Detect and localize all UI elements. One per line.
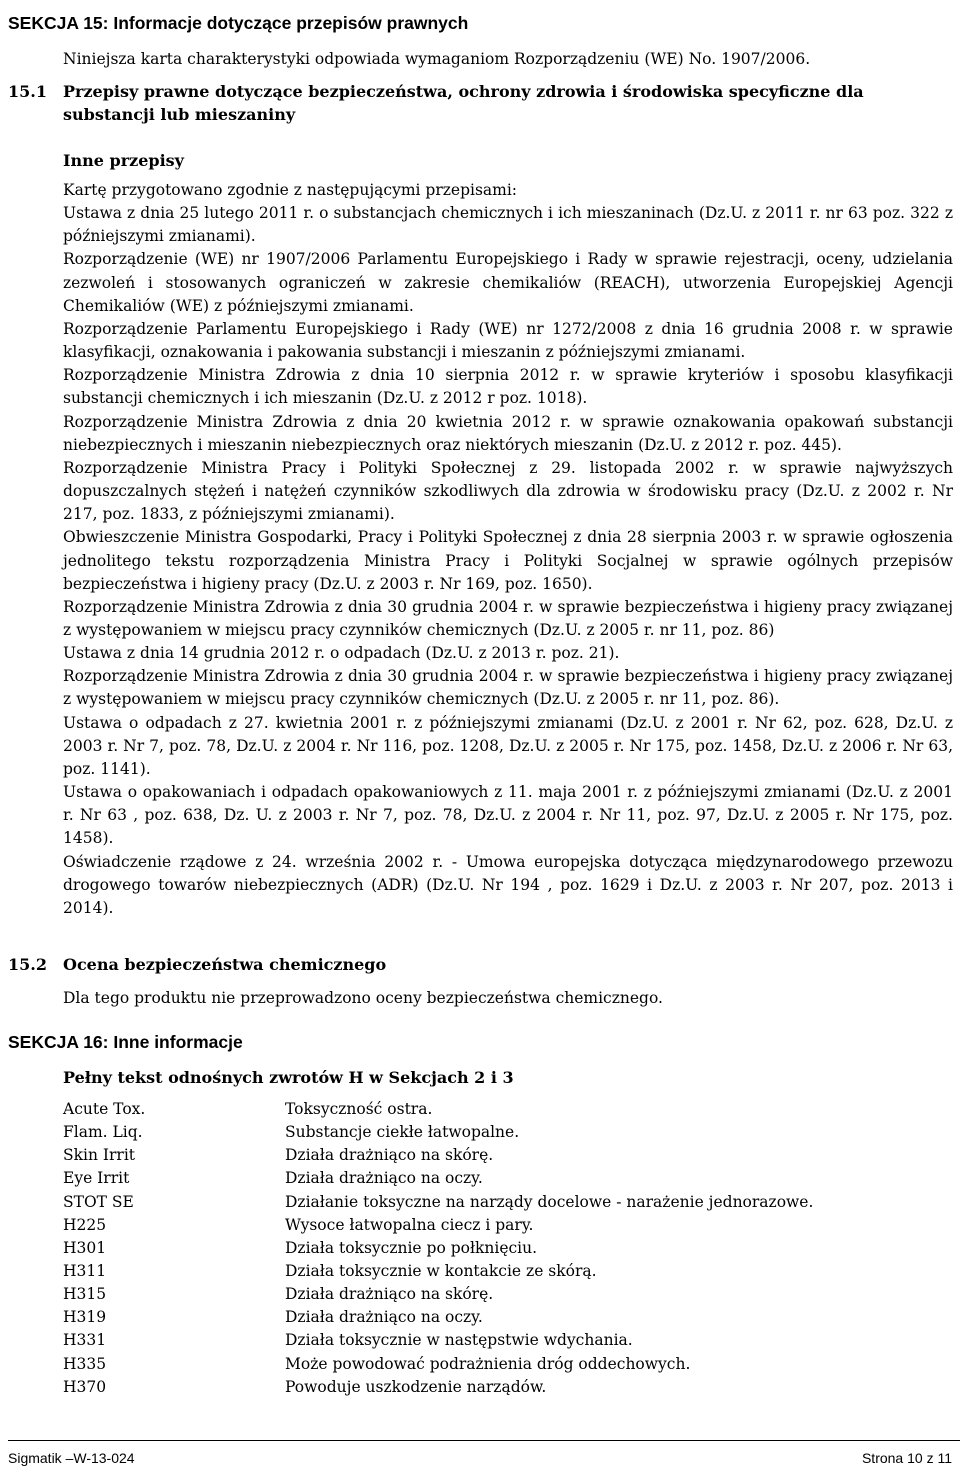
subsection-title: Przepisy prawne dotyczące bezpieczeństwa, ochrony zdrowia i środowiska specyficzne dla substancji lub mieszaniny xyxy=(63,82,864,124)
phrase-description: Działa drażniąco na skórę. xyxy=(285,1285,494,1304)
regulation-paragraph: Ustawa z dnia 25 lutego 2011 r. o substancjach chemicznych i ich mieszaninach (Dz.U. z 2011 r. nr 63 poz. 322 z późniejszymi zmianami). xyxy=(63,204,953,246)
phrase-description: Powoduje uszkodzenie narządów. xyxy=(285,1377,547,1396)
phrase-description: Wysoce łatwopalna ciecz i pary. xyxy=(285,1215,534,1234)
phrase-description: Działa toksycznie w kontakcie ze skórą. xyxy=(285,1261,597,1280)
phrase-code: STOT SE xyxy=(63,1192,134,1211)
regulation-paragraph: Ustawa z dnia 14 grudnia 2012 r. o odpadach (Dz.U. z 2013 r. poz. 21). xyxy=(63,644,620,663)
phrase-description: Działa drażniąco na oczy. xyxy=(285,1308,483,1327)
regulation-paragraph: Rozporządzenie Ministra Zdrowia z dnia 20 kwietnia 2012 r. w sprawie oznakowania opakowań substancji niebezpiecznych i mieszanin niebezpiecznych oraz niektórych mieszanin (Dz.U. z 2012 r. poz. 445). xyxy=(63,412,953,454)
phrase-description: Substancje ciekłe łatwopalne. xyxy=(285,1123,520,1142)
other-regulations-heading: Inne przepisy xyxy=(63,151,184,170)
phrase-code: H370 xyxy=(63,1377,107,1396)
phrase-description: Działa drażniąco na oczy. xyxy=(285,1169,483,1188)
regulation-paragraph: Oświadczenie rządowe z 24. września 2002 r. - Umowa europejska dotycząca międzynarodowego przewozu drogowego towarów niebezpiecznych (ADR) (Dz.U. Nr 194 , poz. 1629 i Dz.U. z 2003 r. Nr 207, poz. 2013 i 2014). xyxy=(63,852,953,917)
phrase-code: H331 xyxy=(63,1331,107,1350)
phrase-description: Toksyczność ostra. xyxy=(285,1100,433,1118)
phrase-code: Skin Irrit xyxy=(63,1146,136,1165)
phrase-code: H311 xyxy=(63,1261,107,1280)
regulation-paragraph: Obwieszczenie Ministra Gospodarki, Pracy i Polityki Społecznej z dnia 28 sierpnia 2003 r. w sprawie ogłoszenia jednolitego tekstu rozporządzenia Ministra Pracy i Polityki Socjalnej w sprawie ogólnych przepisów bezpieczeństwa i higieny pracy (Dz.U. z 2003 r. Nr 169, poz. 1650). xyxy=(63,528,953,593)
subsection-title: Ocena bezpieczeństwa chemicznego xyxy=(63,955,387,974)
subsection-15-2-heading xyxy=(8,953,953,976)
phrase-description: Może powodować podrażnienia dróg oddechowych. xyxy=(285,1354,691,1373)
phrase-description: Działanie toksyczne na narządy docelowe - narażenie jednorazowe. xyxy=(285,1192,814,1211)
phrase-code: H335 xyxy=(63,1354,107,1373)
section-15-title: SEKCJA 15: Informacje dotyczące przepisów prawnych xyxy=(8,13,469,33)
regulation-paragraph: Rozporządzenie Ministra Pracy i Polityki Społecznej z 29. listopada 2002 r. w sprawie najwyższych dopuszczalnych stężeń i natężeń czynników szkodliwych dla zdrowia w środowisku pracy (Dz.U. z 2002 r. Nr 217, poz. 1833, z późniejszymi zmianami). xyxy=(63,458,953,524)
footer-page-number: Strona 10 z 11 xyxy=(861,1450,952,1466)
phrase-code: H225 xyxy=(63,1215,107,1234)
phrase-code: Eye Irrit xyxy=(63,1169,130,1188)
regulation-paragraph: Ustawa o odpadach z 27. kwietnia 2001 r. z późniejszymi zmianami (Dz.U. z 2001 r. Nr 62, poz. 628, Dz.U. z 2003 r. Nr 7, poz. 78, Dz.U. z 2004 r. Nr 116, poz. 1208, Dz.U. z 2005 r. Nr 175, poz. 1458, Dz.U. z 2006 r. Nr 63, poz. 1141). xyxy=(63,713,953,778)
regulation-paragraph: Rozporządzenie Ministra Zdrowia z dnia 30 grudnia 2004 r. w sprawie bezpieczeństwa i higieny pracy związanej z występowaniem w miejscu pracy czynników chemicznych (Dz.U. z 2005 r. nr 11, poz. 86) xyxy=(63,597,953,639)
regulation-paragraph: Rozporządzenie Ministra Zdrowia z dnia 10 sierpnia 2012 r. w sprawie kryteriów i sposobu klasyfikacji substancji chemicznych i ich mieszanin (Dz.U. z 2012 r poz. 1018). xyxy=(63,366,953,408)
regulations-list xyxy=(63,179,953,920)
section-16-title: SEKCJA 16: Inne informacje xyxy=(8,1032,243,1052)
footer-divider xyxy=(8,1440,960,1441)
section-15-intro: Niniejsza karta charakterystyki odpowiada wymaganiom Rozporządzeniu (WE) No. 1907/2006. xyxy=(63,50,811,68)
h-phrases-heading: Pełny tekst odnośnych zwrotów H w Sekcjach 2 i 3 xyxy=(63,1068,514,1087)
phrase-code: Acute Tox. xyxy=(63,1100,146,1118)
phrase-code: H301 xyxy=(63,1238,107,1257)
phrase-code: H319 xyxy=(63,1308,107,1327)
subsection-15-1-heading xyxy=(8,80,953,126)
phrase-description: Działa drażniąco na skórę. xyxy=(285,1146,494,1165)
phrase-description: Działa toksycznie w następstwie wdychania. xyxy=(285,1331,633,1350)
phrase-description: Działa toksycznie po połknięciu. xyxy=(285,1238,538,1257)
phrase-code: H315 xyxy=(63,1285,107,1304)
regulation-paragraph: Rozporządzenie Ministra Zdrowia z dnia 30 grudnia 2004 r. w sprawie bezpieczeństwa i higieny pracy związanej z występowaniem w miejscu pracy czynników chemicznych (Dz.U. z 2005 r. nr 11, poz. 86). xyxy=(63,667,953,709)
subsection-number: 15.2 xyxy=(8,955,47,974)
footer-document-id: Sigmatik –W-13-024 xyxy=(8,1450,135,1466)
phrase-code: Flam. Liq. xyxy=(63,1123,143,1142)
regulation-paragraph: Kartę przygotowano zgodnie z następującymi przepisami: xyxy=(63,181,518,199)
regulation-paragraph: Rozporządzenie (WE) nr 1907/2006 Parlamentu Europejskiego i Rady w sprawie rejestracji, oceny, udzielania zezwoleń i stosowanych ograniczeń w zakresie chemikaliów (REACH), utworzenia Europejskiej Agencji Chemikaliów (WE) z późniejszymi zmianami. xyxy=(63,250,953,315)
regulation-paragraph: Ustawa o opakowaniach i odpadach opakowaniowych z 11. maja 2001 r. z późniejszymi zmianami (Dz.U. z 2001 r. Nr 63 , poz. 638, Dz. U. z 2003 r. Nr 7, poz. 78, Dz.U. z 2004 r. Nr 11, poz. 97, Dz.U. z 2005 r. Nr 175, poz. 1458). xyxy=(63,783,953,848)
regulation-paragraph: Rozporządzenie Parlamentu Europejskiego i Rady (WE) nr 1272/2008 z dnia 16 grudnia 2008 r. w sprawie klasyfikacji, oznakowania i pakowania substancji i mieszanin z późniejszymi zmianami. xyxy=(63,319,953,362)
chemical-safety-assessment-text: Dla tego produktu nie przeprowadzono oceny bezpieczeństwa chemicznego. xyxy=(63,989,663,1007)
subsection-number: 15.1 xyxy=(8,82,47,101)
